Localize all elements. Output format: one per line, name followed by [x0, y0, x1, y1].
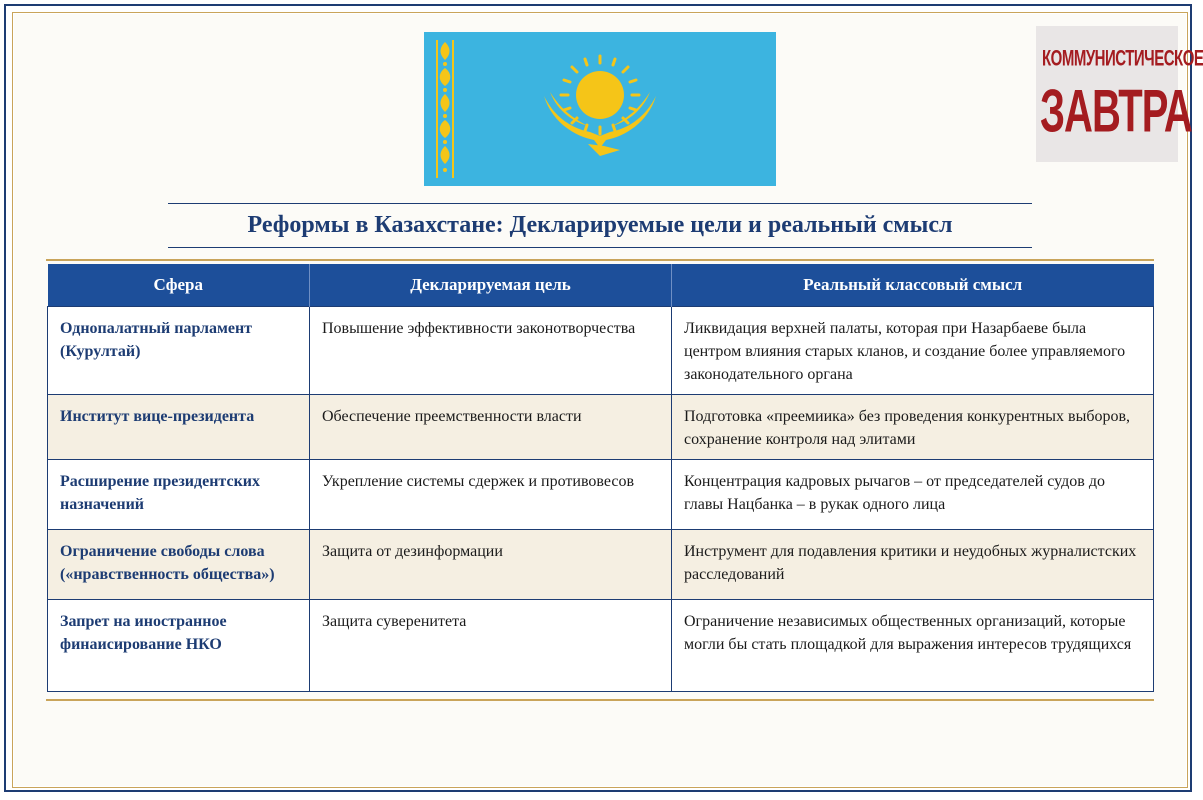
table-row [48, 395, 1154, 460]
reforms-table [47, 264, 1154, 692]
logo-top-text: КОММУНИСТИЧЕСКОЕ [1042, 45, 1203, 72]
cell-goal: Защита суверенитета [310, 600, 672, 692]
logo-bottom-text: ЗАВТРА [1040, 79, 1192, 145]
cell-goal: Обеспечение преемственности власти [310, 395, 672, 460]
cell-sphere: Расширение президентских назначений [48, 460, 310, 530]
table-row [48, 307, 1154, 395]
page-title: Реформы в Казахстане: Декларируемые цели и реальный смысл [247, 212, 953, 238]
cell-goal: Укрепление системы сдержек и противовесов [310, 460, 672, 530]
table-rule-bottom [46, 699, 1154, 701]
cell-sphere: Однопалатный парламент (Курултай) [48, 307, 310, 395]
table-header-row [48, 264, 1154, 307]
cell-meaning: Концентрация кадровых рычагов – от председателей судов до главы Нацбанка – в рукак одного лица [672, 460, 1154, 530]
table-rule-top [46, 259, 1154, 261]
cell-goal: Защита от дезинформации [310, 530, 672, 600]
table-row [48, 600, 1154, 692]
kazakhstan-flag [424, 32, 776, 186]
cell-meaning: Подготовка «преемиика» без проведения конкурентных выборов, сохранение контроля над элитами [672, 395, 1154, 460]
table-row [48, 460, 1154, 530]
cell-sphere: Ограничение свободы слова («нравственность общества») [48, 530, 310, 600]
cell-meaning: Ликвидация верхней палаты, которая при Назарбаеве была центром влияния старых кланов, и создание более управляемого законодательного органа [672, 307, 1154, 395]
table-row [48, 530, 1154, 600]
cell-goal: Повышение эффективности законотворчества [310, 307, 672, 395]
title-rule-bottom [168, 247, 1032, 248]
cell-sphere: Запрет на иностранное финаисирование НКО [48, 600, 310, 692]
header-sphere: Сфера [48, 264, 310, 307]
cell-meaning: Инструмент для подавления критики и неудобных журналистских расследований [672, 530, 1154, 600]
title-rule-top [168, 203, 1032, 204]
newspaper-logo [1036, 26, 1203, 162]
flag-emblem-icon [424, 32, 776, 186]
cell-meaning: Ограничение независимых общественных организаций, которые могли бы стать площадкой для выражения интересов трудящихся [672, 600, 1154, 692]
header-real-meaning: Реальный классовый смысл [672, 264, 1154, 307]
cell-sphere: Институт вице-президента [48, 395, 310, 460]
header-declared-goal: Декларируемая цель [310, 264, 672, 307]
